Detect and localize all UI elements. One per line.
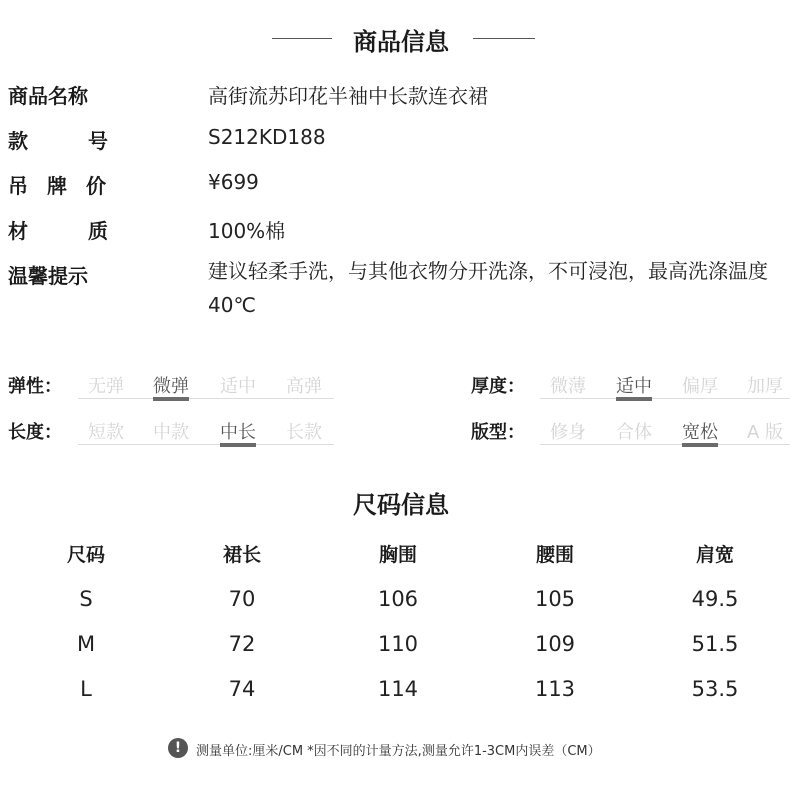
attr-label-fit: 版型： (471, 422, 525, 443)
cell-waist: 113 (534, 677, 576, 701)
attr-option-fit-1: 修身 (550, 422, 586, 443)
cell-dress-length: 74 (228, 677, 256, 701)
attr-baseline (540, 444, 790, 445)
cell-shoulder: 51.5 (691, 632, 739, 656)
header-waist: 腰围 (535, 544, 574, 566)
info-label-care-tip: 温馨提示 (8, 264, 88, 288)
cell-size: L (80, 677, 92, 701)
cell-bust: 110 (377, 632, 419, 656)
header-size: 尺码 (66, 544, 105, 566)
attr-option-fit-2: 合体 (616, 422, 652, 443)
header-shoulder: 肩宽 (695, 544, 734, 566)
attr-option-elasticity-4: 高弹 (286, 376, 322, 397)
cell-dress-length: 70 (228, 587, 256, 611)
attr-label-length: 长度： (8, 422, 62, 443)
attr-label-elasticity: 弹性： (8, 376, 62, 397)
cell-size: M (76, 632, 96, 656)
attr-track-length (78, 418, 334, 444)
attr-option-length-2: 中款 (153, 422, 189, 443)
selected-indicator (682, 443, 718, 447)
attr-option-thickness-3: 偏厚 (682, 376, 718, 397)
info-value-price: ¥699 (208, 170, 259, 194)
selected-indicator (616, 397, 652, 401)
cell-shoulder: 53.5 (691, 677, 739, 701)
info-label-price: 吊牌价 (8, 174, 106, 198)
attr-baseline (78, 398, 334, 399)
attr-track-elasticity (78, 372, 334, 398)
header-bust: 胸围 (378, 544, 417, 566)
cell-size: S (79, 587, 93, 611)
table-row (0, 587, 802, 617)
exclamation-icon: ! (168, 738, 188, 758)
info-value-style-number: S212KD188 (208, 125, 326, 149)
table-row (0, 632, 802, 662)
selected-indicator (220, 443, 256, 447)
attr-baseline (78, 444, 334, 445)
cell-bust: 106 (377, 587, 419, 611)
attr-option-fit-4: A 版 (747, 422, 784, 443)
cell-waist: 109 (534, 632, 576, 656)
info-label-material: 材质 (8, 219, 108, 243)
attr-option-length-1: 短款 (88, 422, 124, 443)
title-divider-right (473, 38, 535, 39)
table-row (0, 677, 802, 707)
selected-indicator (153, 397, 189, 401)
attr-label-thickness: 厚度： (471, 376, 525, 397)
info-value-name: 高街流苏印花半袖中长款连衣裙 (208, 84, 488, 108)
attr-track-fit (540, 418, 790, 444)
attr-track-thickness (540, 372, 790, 398)
measurement-note-text: 测量单位:厘米/CM *因不同的计量方法,测量允许1-3CM内误差（CM） (196, 744, 601, 759)
attr-option-fit-3: 宽松 (682, 418, 718, 444)
attr-option-thickness-1: 微薄 (550, 376, 586, 397)
attr-option-elasticity-3: 适中 (220, 376, 256, 397)
cell-bust: 114 (377, 677, 419, 701)
size-table-header (0, 540, 802, 570)
cell-waist: 105 (534, 587, 576, 611)
attr-option-elasticity-2: 微弹 (153, 372, 189, 398)
attr-option-thickness-4: 加厚 (747, 376, 783, 397)
product-info-title: 商品信息 (353, 28, 449, 56)
attr-option-elasticity-1: 无弹 (88, 376, 124, 397)
cell-shoulder: 49.5 (691, 587, 739, 611)
cell-dress-length: 72 (228, 632, 256, 656)
attr-baseline (540, 398, 790, 399)
info-label-name: 商品名称 (8, 84, 88, 108)
info-label-style-number: 款号 (8, 129, 108, 153)
attr-option-length-3: 中长 (220, 418, 256, 444)
info-value-material: 100%棉 (208, 219, 286, 243)
attr-option-thickness-2: 适中 (616, 372, 652, 398)
size-info-title: 尺码信息 (353, 491, 449, 519)
header-dress-length: 裙长 (222, 544, 261, 566)
attr-option-length-4: 长款 (286, 422, 322, 443)
info-value-care-tip: 建议轻柔手洗，与其他衣物分开洗涤，不可浸泡，最高洗涤温度40℃ (208, 259, 768, 317)
